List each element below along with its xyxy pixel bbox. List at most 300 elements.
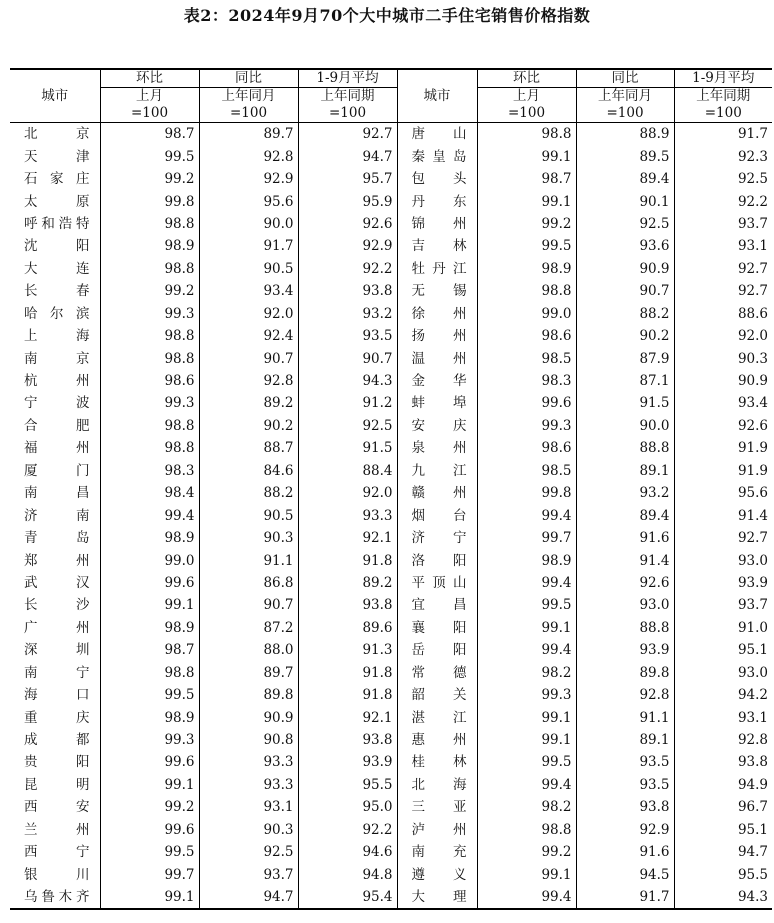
yoy-value-left: 94.7 (199, 886, 298, 909)
mom-value-left: 98.8 (100, 437, 199, 459)
city-name-left: 郑州 (24, 552, 90, 569)
mom-value-left: 99.3 (100, 303, 199, 325)
mom-value-left: 98.9 (100, 706, 199, 728)
city-name-left: 海口 (24, 687, 90, 704)
city-name-left: 呼和浩特 (24, 215, 90, 232)
avg-value-left: 89.2 (298, 572, 397, 594)
yoy-value-left: 90.3 (199, 819, 298, 841)
yoy-value-left: 93.3 (199, 774, 298, 796)
city-name-right: 锦州 (397, 213, 477, 235)
avg-value-right: 92.0 (674, 325, 772, 347)
table-row (10, 258, 772, 280)
mom-value-left: 99.6 (100, 819, 199, 841)
yoy-value-left: 93.7 (199, 863, 298, 885)
avg-value-right: 94.3 (674, 886, 772, 909)
yoy-value-right: 93.5 (576, 751, 674, 773)
yoy-value-right: 87.1 (576, 370, 674, 392)
yoy-value-left: 88.2 (199, 482, 298, 504)
mom-value-right: 99.7 (477, 527, 576, 549)
yoy-value-right: 93.9 (576, 639, 674, 661)
mom-base-left: 上月 (100, 88, 199, 106)
yoy-value-right: 87.9 (576, 347, 674, 369)
base-value: =100 (576, 105, 674, 123)
avg-value-right: 88.6 (674, 303, 772, 325)
city-name-right: 三亚 (397, 796, 477, 818)
avg-value-right: 94.9 (674, 774, 772, 796)
yoy-value-left: 90.0 (199, 213, 298, 235)
avg-value-left: 91.5 (298, 437, 397, 459)
avg-value-right: 92.5 (674, 168, 772, 190)
city-name-right: 平顶山 (397, 572, 477, 594)
avg-value-left: 90.7 (298, 347, 397, 369)
avg-value-right: 92.8 (674, 729, 772, 751)
avg-value-left: 89.6 (298, 617, 397, 639)
mom-value-left: 98.8 (100, 415, 199, 437)
avg-value-right: 92.2 (674, 190, 772, 212)
mom-value-right: 98.8 (477, 819, 576, 841)
avg-value-right: 95.1 (674, 819, 772, 841)
city-name-left: 济南 (24, 507, 90, 524)
mom-value-left: 99.4 (100, 504, 199, 526)
city-name-left: 福州 (24, 440, 90, 457)
mom-value-left: 99.6 (100, 572, 199, 594)
avg-value-left: 94.8 (298, 863, 397, 885)
mom-value-right: 98.7 (477, 168, 576, 190)
yoy-value-right: 94.5 (576, 863, 674, 885)
city-name-right: 九江 (397, 460, 477, 482)
table-row (10, 819, 772, 841)
yoy-value-left: 89.2 (199, 392, 298, 414)
mom-value-left: 98.4 (100, 482, 199, 504)
mom-value-left: 99.1 (100, 594, 199, 616)
avg-value-right: 92.6 (674, 415, 772, 437)
mom-value-right: 99.1 (477, 863, 576, 885)
city-name-right: 蚌埠 (397, 392, 477, 414)
mom-value-right: 99.2 (477, 841, 576, 863)
city-name-left: 上海 (24, 328, 90, 345)
avg-value-left: 95.5 (298, 774, 397, 796)
yoy-value-right: 92.5 (576, 213, 674, 235)
city-name-left: 太原 (24, 193, 90, 210)
city-name-right: 包头 (397, 168, 477, 190)
yoy-header-right: 同比 (576, 69, 674, 88)
yoy-value-left: 91.7 (199, 235, 298, 257)
yoy-value-right: 89.4 (576, 504, 674, 526)
yoy-value-left: 93.3 (199, 751, 298, 773)
city-name-right: 无锡 (397, 280, 477, 302)
city-name-left: 西宁 (24, 844, 90, 861)
mom-value-right: 99.6 (477, 392, 576, 414)
mom-value-left: 99.1 (100, 774, 199, 796)
city-name-right: 吉林 (397, 235, 477, 257)
mom-value-right: 99.5 (477, 235, 576, 257)
yoy-base-left: 上年同月 (199, 88, 298, 106)
city-name-right: 丹东 (397, 190, 477, 212)
avg-value-left: 92.6 (298, 213, 397, 235)
mom-value-left: 99.2 (100, 796, 199, 818)
avg-value-right: 90.3 (674, 347, 772, 369)
avg-value-left: 95.7 (298, 168, 397, 190)
yoy-value-right: 89.4 (576, 168, 674, 190)
avg-value-right: 95.1 (674, 639, 772, 661)
yoy-value-right: 89.5 (576, 145, 674, 167)
mom-value-right: 99.1 (477, 190, 576, 212)
yoy-value-left: 90.5 (199, 504, 298, 526)
avg-value-right: 93.4 (674, 392, 772, 414)
yoy-value-left: 89.7 (199, 662, 298, 684)
avg-value-left: 92.1 (298, 706, 397, 728)
city-name-right: 宜昌 (397, 594, 477, 616)
mom-value-right: 99.1 (477, 617, 576, 639)
yoy-value-right: 90.2 (576, 325, 674, 347)
city-name-right: 遵义 (397, 863, 477, 885)
avg-value-right: 94.2 (674, 684, 772, 706)
city-name-right: 秦皇岛 (397, 145, 477, 167)
mom-value-right: 99.4 (477, 639, 576, 661)
mom-value-left: 98.7 (100, 123, 199, 146)
city-name-right: 温州 (397, 347, 477, 369)
avg-value-right: 90.9 (674, 370, 772, 392)
city-name-right: 赣州 (397, 482, 477, 504)
yoy-header-left: 同比 (199, 69, 298, 88)
avg-value-left: 92.9 (298, 235, 397, 257)
yoy-value-left: 84.6 (199, 460, 298, 482)
avg-value-left: 93.8 (298, 280, 397, 302)
yoy-value-right: 93.6 (576, 235, 674, 257)
mom-value-left: 99.3 (100, 392, 199, 414)
avg-value-right: 94.7 (674, 841, 772, 863)
avg-base-right: 上年同期 (674, 88, 772, 106)
header-row-3 (10, 105, 772, 123)
city-name-left: 长春 (24, 283, 90, 300)
table-row (10, 594, 772, 616)
yoy-value-left: 90.8 (199, 729, 298, 751)
city-name-left: 青岛 (24, 530, 90, 547)
mom-value-left: 98.8 (100, 325, 199, 347)
avg-value-left: 93.8 (298, 594, 397, 616)
mom-value-left: 99.2 (100, 280, 199, 302)
table-row (10, 504, 772, 526)
yoy-value-left: 88.0 (199, 639, 298, 661)
city-name-left: 天津 (24, 148, 90, 165)
avg-value-right: 91.4 (674, 504, 772, 526)
table-row (10, 751, 772, 773)
table-row (10, 415, 772, 437)
avg-value-left: 91.2 (298, 392, 397, 414)
mom-value-left: 99.6 (100, 751, 199, 773)
yoy-value-left: 89.8 (199, 684, 298, 706)
mom-value-right: 98.8 (477, 280, 576, 302)
yoy-value-right: 88.9 (576, 123, 674, 146)
city-name-left: 深圳 (24, 642, 90, 659)
city-name-right: 牡丹江 (397, 258, 477, 280)
city-name-left: 南昌 (24, 485, 90, 502)
avg-value-left: 92.2 (298, 819, 397, 841)
city-name-left: 贵阳 (24, 754, 90, 771)
yoy-value-right: 92.6 (576, 572, 674, 594)
yoy-value-left: 92.8 (199, 370, 298, 392)
table-row (10, 684, 772, 706)
yoy-value-right: 93.5 (576, 774, 674, 796)
mom-header-left: 环比 (100, 69, 199, 88)
mom-value-right: 98.5 (477, 460, 576, 482)
mom-value-left: 99.5 (100, 145, 199, 167)
table-row (10, 863, 772, 885)
yoy-value-left: 91.1 (199, 549, 298, 571)
city-name-left: 宁波 (24, 395, 90, 412)
mom-value-left: 99.7 (100, 863, 199, 885)
table-row (10, 549, 772, 571)
yoy-value-left: 93.1 (199, 796, 298, 818)
yoy-value-right: 92.8 (576, 684, 674, 706)
mom-value-left: 98.9 (100, 235, 199, 257)
city-name-left: 哈尔滨 (24, 305, 90, 322)
mom-value-left: 99.1 (100, 886, 199, 909)
mom-value-right: 98.9 (477, 258, 576, 280)
city-header-right: 城市 (397, 69, 477, 123)
yoy-value-left: 90.3 (199, 527, 298, 549)
mom-value-left: 99.8 (100, 190, 199, 212)
base-value: =100 (477, 105, 576, 123)
yoy-value-left: 92.9 (199, 168, 298, 190)
yoy-base-right: 上年同月 (576, 88, 674, 106)
city-name-right: 洛阳 (397, 549, 477, 571)
mom-value-left: 98.8 (100, 213, 199, 235)
base-value: =100 (674, 105, 772, 123)
yoy-value-left: 92.4 (199, 325, 298, 347)
mom-value-right: 98.5 (477, 347, 576, 369)
mom-value-right: 99.1 (477, 145, 576, 167)
yoy-value-right: 91.6 (576, 841, 674, 863)
avg-header-left: 1-9月平均 (298, 69, 397, 88)
mom-value-left: 99.5 (100, 841, 199, 863)
yoy-value-right: 90.0 (576, 415, 674, 437)
city-name-left: 南宁 (24, 664, 90, 681)
avg-value-left: 94.6 (298, 841, 397, 863)
mom-value-left: 98.8 (100, 662, 199, 684)
city-name-left: 银川 (24, 866, 90, 883)
city-name-left: 杭州 (24, 373, 90, 390)
city-name-right: 北海 (397, 774, 477, 796)
mom-value-right: 99.5 (477, 594, 576, 616)
avg-base-left: 上年同期 (298, 88, 397, 106)
base-value: =100 (100, 105, 199, 123)
yoy-value-left: 92.5 (199, 841, 298, 863)
city-name-right: 烟台 (397, 504, 477, 526)
avg-value-left: 95.9 (298, 190, 397, 212)
table-row (10, 145, 772, 167)
mom-value-right: 99.1 (477, 706, 576, 728)
mom-value-left: 98.7 (100, 639, 199, 661)
mom-value-right: 99.1 (477, 729, 576, 751)
yoy-value-right: 91.1 (576, 706, 674, 728)
table-row (10, 392, 772, 414)
yoy-value-right: 93.8 (576, 796, 674, 818)
mom-value-left: 98.6 (100, 370, 199, 392)
mom-value-right: 98.9 (477, 549, 576, 571)
avg-value-left: 93.2 (298, 303, 397, 325)
city-name-right: 泉州 (397, 437, 477, 459)
yoy-value-right: 93.0 (576, 594, 674, 616)
yoy-value-right: 88.8 (576, 437, 674, 459)
mom-value-left: 99.3 (100, 729, 199, 751)
avg-value-left: 91.8 (298, 662, 397, 684)
yoy-value-left: 90.7 (199, 347, 298, 369)
mom-value-right: 99.4 (477, 572, 576, 594)
avg-value-left: 91.8 (298, 684, 397, 706)
yoy-value-left: 93.4 (199, 280, 298, 302)
avg-value-left: 88.4 (298, 460, 397, 482)
mom-value-right: 99.8 (477, 482, 576, 504)
avg-value-left: 95.0 (298, 796, 397, 818)
mom-value-right: 99.0 (477, 303, 576, 325)
city-name-left: 北京 (24, 126, 90, 143)
avg-value-left: 92.1 (298, 527, 397, 549)
table-row (10, 347, 772, 369)
avg-value-left: 94.7 (298, 145, 397, 167)
avg-value-left: 92.0 (298, 482, 397, 504)
avg-value-right: 93.9 (674, 572, 772, 594)
table-row (10, 280, 772, 302)
avg-value-right: 93.1 (674, 235, 772, 257)
avg-value-right: 93.1 (674, 706, 772, 728)
avg-value-right: 92.7 (674, 258, 772, 280)
table-row (10, 325, 772, 347)
mom-value-right: 98.2 (477, 796, 576, 818)
mom-header-right: 环比 (477, 69, 576, 88)
yoy-value-right: 90.1 (576, 190, 674, 212)
yoy-value-right: 93.2 (576, 482, 674, 504)
avg-value-right: 93.0 (674, 662, 772, 684)
table-row (10, 706, 772, 728)
table-row (10, 370, 772, 392)
city-header-left: 城市 (10, 69, 100, 123)
yoy-value-right: 90.7 (576, 280, 674, 302)
city-name-left: 石家庄 (24, 171, 90, 188)
city-name-right: 湛江 (397, 706, 477, 728)
city-name-right: 大理 (397, 886, 477, 909)
city-name-left: 昆明 (24, 776, 90, 793)
mom-value-left: 99.2 (100, 168, 199, 190)
city-name-left: 南京 (24, 350, 90, 367)
table-row (10, 639, 772, 661)
city-name-left: 长沙 (24, 597, 90, 614)
avg-value-left: 93.3 (298, 504, 397, 526)
city-name-right: 安庆 (397, 415, 477, 437)
city-name-right: 金华 (397, 370, 477, 392)
header-row-2 (10, 88, 772, 106)
mom-value-left: 98.8 (100, 347, 199, 369)
city-name-right: 韶关 (397, 684, 477, 706)
city-name-right: 岳阳 (397, 639, 477, 661)
yoy-value-right: 91.7 (576, 886, 674, 909)
yoy-value-right: 91.4 (576, 549, 674, 571)
city-name-left: 大连 (24, 260, 90, 277)
table-row (10, 841, 772, 863)
yoy-value-right: 91.6 (576, 527, 674, 549)
table-row (10, 774, 772, 796)
avg-value-right: 95.5 (674, 863, 772, 885)
table-row (10, 123, 772, 146)
table-row (10, 460, 772, 482)
city-name-right: 扬州 (397, 325, 477, 347)
table-row (10, 303, 772, 325)
city-name-right: 襄阳 (397, 617, 477, 639)
mom-value-right: 98.2 (477, 662, 576, 684)
mom-value-right: 99.3 (477, 684, 576, 706)
avg-value-right: 92.3 (674, 145, 772, 167)
city-name-right: 桂林 (397, 751, 477, 773)
avg-value-right: 95.6 (674, 482, 772, 504)
city-name-right: 南充 (397, 841, 477, 863)
city-name-left: 兰州 (24, 821, 90, 838)
city-name-right: 惠州 (397, 729, 477, 751)
mom-value-right: 98.3 (477, 370, 576, 392)
mom-value-right: 98.6 (477, 325, 576, 347)
yoy-value-left: 92.0 (199, 303, 298, 325)
table-row (10, 168, 772, 190)
yoy-value-right: 89.1 (576, 460, 674, 482)
table-row (10, 796, 772, 818)
yoy-value-right: 90.9 (576, 258, 674, 280)
city-name-right: 常德 (397, 662, 477, 684)
yoy-value-left: 90.7 (199, 594, 298, 616)
mom-value-left: 98.3 (100, 460, 199, 482)
avg-value-right: 91.9 (674, 437, 772, 459)
yoy-value-left: 90.2 (199, 415, 298, 437)
yoy-value-right: 91.5 (576, 392, 674, 414)
header-row-1 (10, 69, 772, 88)
mom-value-right: 99.2 (477, 213, 576, 235)
table-row (10, 437, 772, 459)
avg-value-right: 92.7 (674, 280, 772, 302)
yoy-value-right: 89.8 (576, 662, 674, 684)
avg-value-right: 93.7 (674, 213, 772, 235)
city-name-left: 乌鲁木齐 (10, 886, 100, 909)
city-name-left: 武汉 (24, 574, 90, 591)
mom-value-right: 98.8 (477, 123, 576, 146)
avg-value-left: 94.3 (298, 370, 397, 392)
mom-value-right: 99.3 (477, 415, 576, 437)
yoy-value-left: 86.8 (199, 572, 298, 594)
city-name-left: 沈阳 (24, 238, 90, 255)
mom-value-left: 99.0 (100, 549, 199, 571)
city-name-right: 徐州 (397, 303, 477, 325)
table-body (10, 123, 772, 910)
avg-value-left: 91.8 (298, 549, 397, 571)
yoy-value-left: 87.2 (199, 617, 298, 639)
mom-value-right: 99.4 (477, 774, 576, 796)
price-index-table (10, 68, 772, 910)
mom-base-right: 上月 (477, 88, 576, 106)
city-name-left: 西安 (24, 799, 90, 816)
city-name-left: 厦门 (24, 462, 90, 479)
mom-value-right: 98.6 (477, 437, 576, 459)
yoy-value-left: 95.6 (199, 190, 298, 212)
yoy-value-right: 89.1 (576, 729, 674, 751)
avg-value-left: 93.8 (298, 729, 397, 751)
mom-value-right: 99.5 (477, 751, 576, 773)
avg-value-left: 92.2 (298, 258, 397, 280)
avg-value-left: 93.5 (298, 325, 397, 347)
yoy-value-left: 89.7 (199, 123, 298, 146)
avg-value-right: 91.0 (674, 617, 772, 639)
city-name-left: 成都 (24, 732, 90, 749)
yoy-value-left: 90.5 (199, 258, 298, 280)
yoy-value-left: 92.8 (199, 145, 298, 167)
city-name-right: 唐山 (397, 123, 477, 146)
avg-value-right: 93.0 (674, 549, 772, 571)
